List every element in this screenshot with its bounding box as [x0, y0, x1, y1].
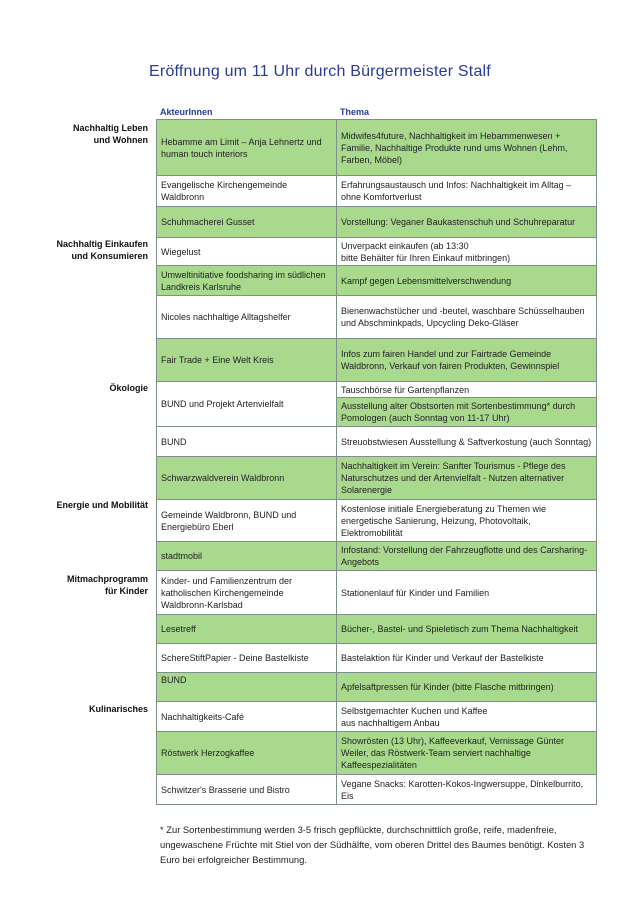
akteur-cell: Lesetreff: [157, 615, 337, 644]
akteur-cell: Hebamme am Limit – Anja Lehnertz und human touch interiors: [157, 120, 337, 176]
category-kulinarisches: Kulinarisches: [88, 704, 148, 714]
thema-cell: Showrösten (13 Uhr), Kaffeeverkauf, Vernissage Günter Weiler, das Röstwerk-Team serviert nachhaltige Kaffeespezialitäten: [337, 732, 597, 775]
thema-cell: Vegane Snacks: Karotten-Kokos-Ingwersuppe, Dinkelburrito, Eis: [337, 775, 597, 805]
akteur-cell: Gemeinde Waldbronn, BUND und Energiebüro Eberl: [157, 500, 337, 542]
category-oekologie: Ökologie: [109, 383, 148, 393]
thema-cell: Bastelaktion für Kinder und Verkauf der Bastelkiste: [337, 644, 597, 673]
thema-cell: Streuobstwiesen Ausstellung & Saftverkostung (auch Sonntag): [337, 427, 597, 457]
table-row: [157, 644, 597, 673]
akteur-cell: Umweltinitiative foodsharing im südlichen Landkreis Karlsruhe: [157, 266, 337, 296]
thema-cell: Nachhaltigkeit im Verein: Sanfter Tourismus - Pflege des Naturschutzes und der Artenvielfalt - Nutzen alternativer Solarenergie: [337, 457, 597, 500]
thema-cell: Ausstellung alter Obstsorten mit Sortenbestimmung* durch Pomologen (auch Sonntag von 11-17 Uhr): [337, 398, 597, 427]
thema-cell: Erfahrungsaustausch und Infos: Nachhaltigkeit im Alltag – ohne Komfortverlust: [337, 176, 597, 207]
thema-cell: Infos zum fairen Handel und zur Fairtrade Gemeinde Waldbronn, Verkauf von fairen Produkten, Gewinnspiel: [337, 339, 597, 382]
column-header-akteure: AkteurInnen: [160, 107, 213, 117]
akteur-cell: Kinder- und Familienzentrum der katholischen Kirchengemeinde Waldbronn-Karlsbad: [157, 571, 337, 615]
thema-cell: Kampf gegen Lebensmittelverschwendung: [337, 266, 597, 296]
akteur-cell: Nachhaltigkeits-Café: [157, 702, 337, 732]
thema-cell: Bienenwachstücher und -beutel, waschbare Schüsselhauben und Abschminkpads, Upcycling Deko-Gläser: [337, 296, 597, 339]
table-row: [157, 775, 597, 805]
thema-cell: Selbstgemachter Kuchen und Kaffee aus nachhaltigem Anbau: [337, 702, 597, 732]
akteur-cell: BUND und Projekt Artenvielfalt: [157, 382, 337, 427]
thema-cell: Kostenlose initiale Energieberatung zu Themen wie energetische Sanierung, Heizung, Photovoltaik, Elektromobilität: [337, 500, 597, 542]
akteur-cell: Wiegelust: [157, 238, 337, 266]
table-row: [157, 207, 597, 238]
page-title: Eröffnung um 11 Uhr durch Bürgermeister Stalf: [149, 63, 491, 80]
akteur-cell: Evangelische Kirchengemeinde Waldbronn: [157, 176, 337, 207]
thema-cell: Apfelsaftpressen für Kinder (bitte Flasche mitbringen): [337, 673, 597, 702]
category-leben-wohnen: Nachhaltig Leben und Wohnen: [72, 123, 148, 145]
akteur-cell: Fair Trade + Eine Welt Kreis: [157, 339, 337, 382]
thema-cell: Midwifes4future, Nachhaltigkeit im Hebammenwesen + Familie, Nachhaltige Produkte rund ums Wohnen (Lehm, Farben, Möbel): [337, 120, 597, 176]
table-row: [157, 238, 597, 266]
akteur-cell: Schwitzer's Brasserie und Bistro: [157, 775, 337, 805]
table-row: [157, 673, 597, 702]
akteur-cell: Röstwerk Herzogkaffee: [157, 732, 337, 775]
table-row: [157, 382, 597, 398]
table-row: [157, 176, 597, 207]
table-row: [157, 542, 597, 571]
table-row: [157, 120, 597, 176]
table-row: [157, 457, 597, 500]
table-row: [157, 266, 597, 296]
table-row: [157, 500, 597, 542]
thema-cell: Bücher-, Bastel- und Spieletisch zum Thema Nachhaltigkeit: [337, 615, 597, 644]
akteur-cell: BUND: [157, 427, 337, 457]
thema-cell: Vorstellung: Veganer Baukastenschuh und Schuhreparatur: [337, 207, 597, 238]
category-mitmachprogramm-kinder: Mitmachprogramm für Kinder: [66, 574, 148, 596]
thema-cell: Unverpackt einkaufen (ab 13:30 bitte Behälter für Ihren Einkauf mitbringen): [337, 238, 597, 266]
category-einkaufen-konsumieren: Nachhaltig Einkaufen und Konsumieren: [56, 239, 148, 261]
akteur-cell: Schwarzwaldverein Waldbronn: [157, 457, 337, 500]
footnote: * Zur Sortenbestimmung werden 3-5 frisch gepflückte, durchschnittlich große, reife, madenfreie, ungewaschene Früchte mit Stiel von der Südhälfte, vom oberen Drittel des Baumes benötigt. Kosten 3 Euro bei erfolgreicher Bestimmung.: [160, 824, 585, 865]
thema-cell: Infostand: Vorstellung der Fahrzeugflotte und des Carsharing-Angebots: [337, 542, 597, 571]
category-energie-mobilitaet: Energie und Mobilität: [56, 500, 148, 510]
program-table: [156, 119, 597, 805]
akteur-cell: SchereStiftPapier - Deine Bastelkiste: [157, 644, 337, 673]
table-row: [157, 339, 597, 382]
akteur-cell: BUND: [157, 673, 337, 702]
table-row: [157, 427, 597, 457]
table-row: [157, 615, 597, 644]
akteur-cell: Nicoles nachhaltige Alltagshelfer: [157, 296, 337, 339]
table-row: [157, 571, 597, 615]
akteur-cell: stadtmobil: [157, 542, 337, 571]
akteur-cell: Schuhmacherei Gusset: [157, 207, 337, 238]
thema-cell: Tauschbörse für Gartenpflanzen: [337, 382, 597, 398]
table-row: [157, 296, 597, 339]
thema-cell: Stationenlauf für Kinder und Familien: [337, 571, 597, 615]
table-row: [157, 702, 597, 732]
column-header-thema: Thema: [340, 107, 370, 117]
table-row: [157, 732, 597, 775]
